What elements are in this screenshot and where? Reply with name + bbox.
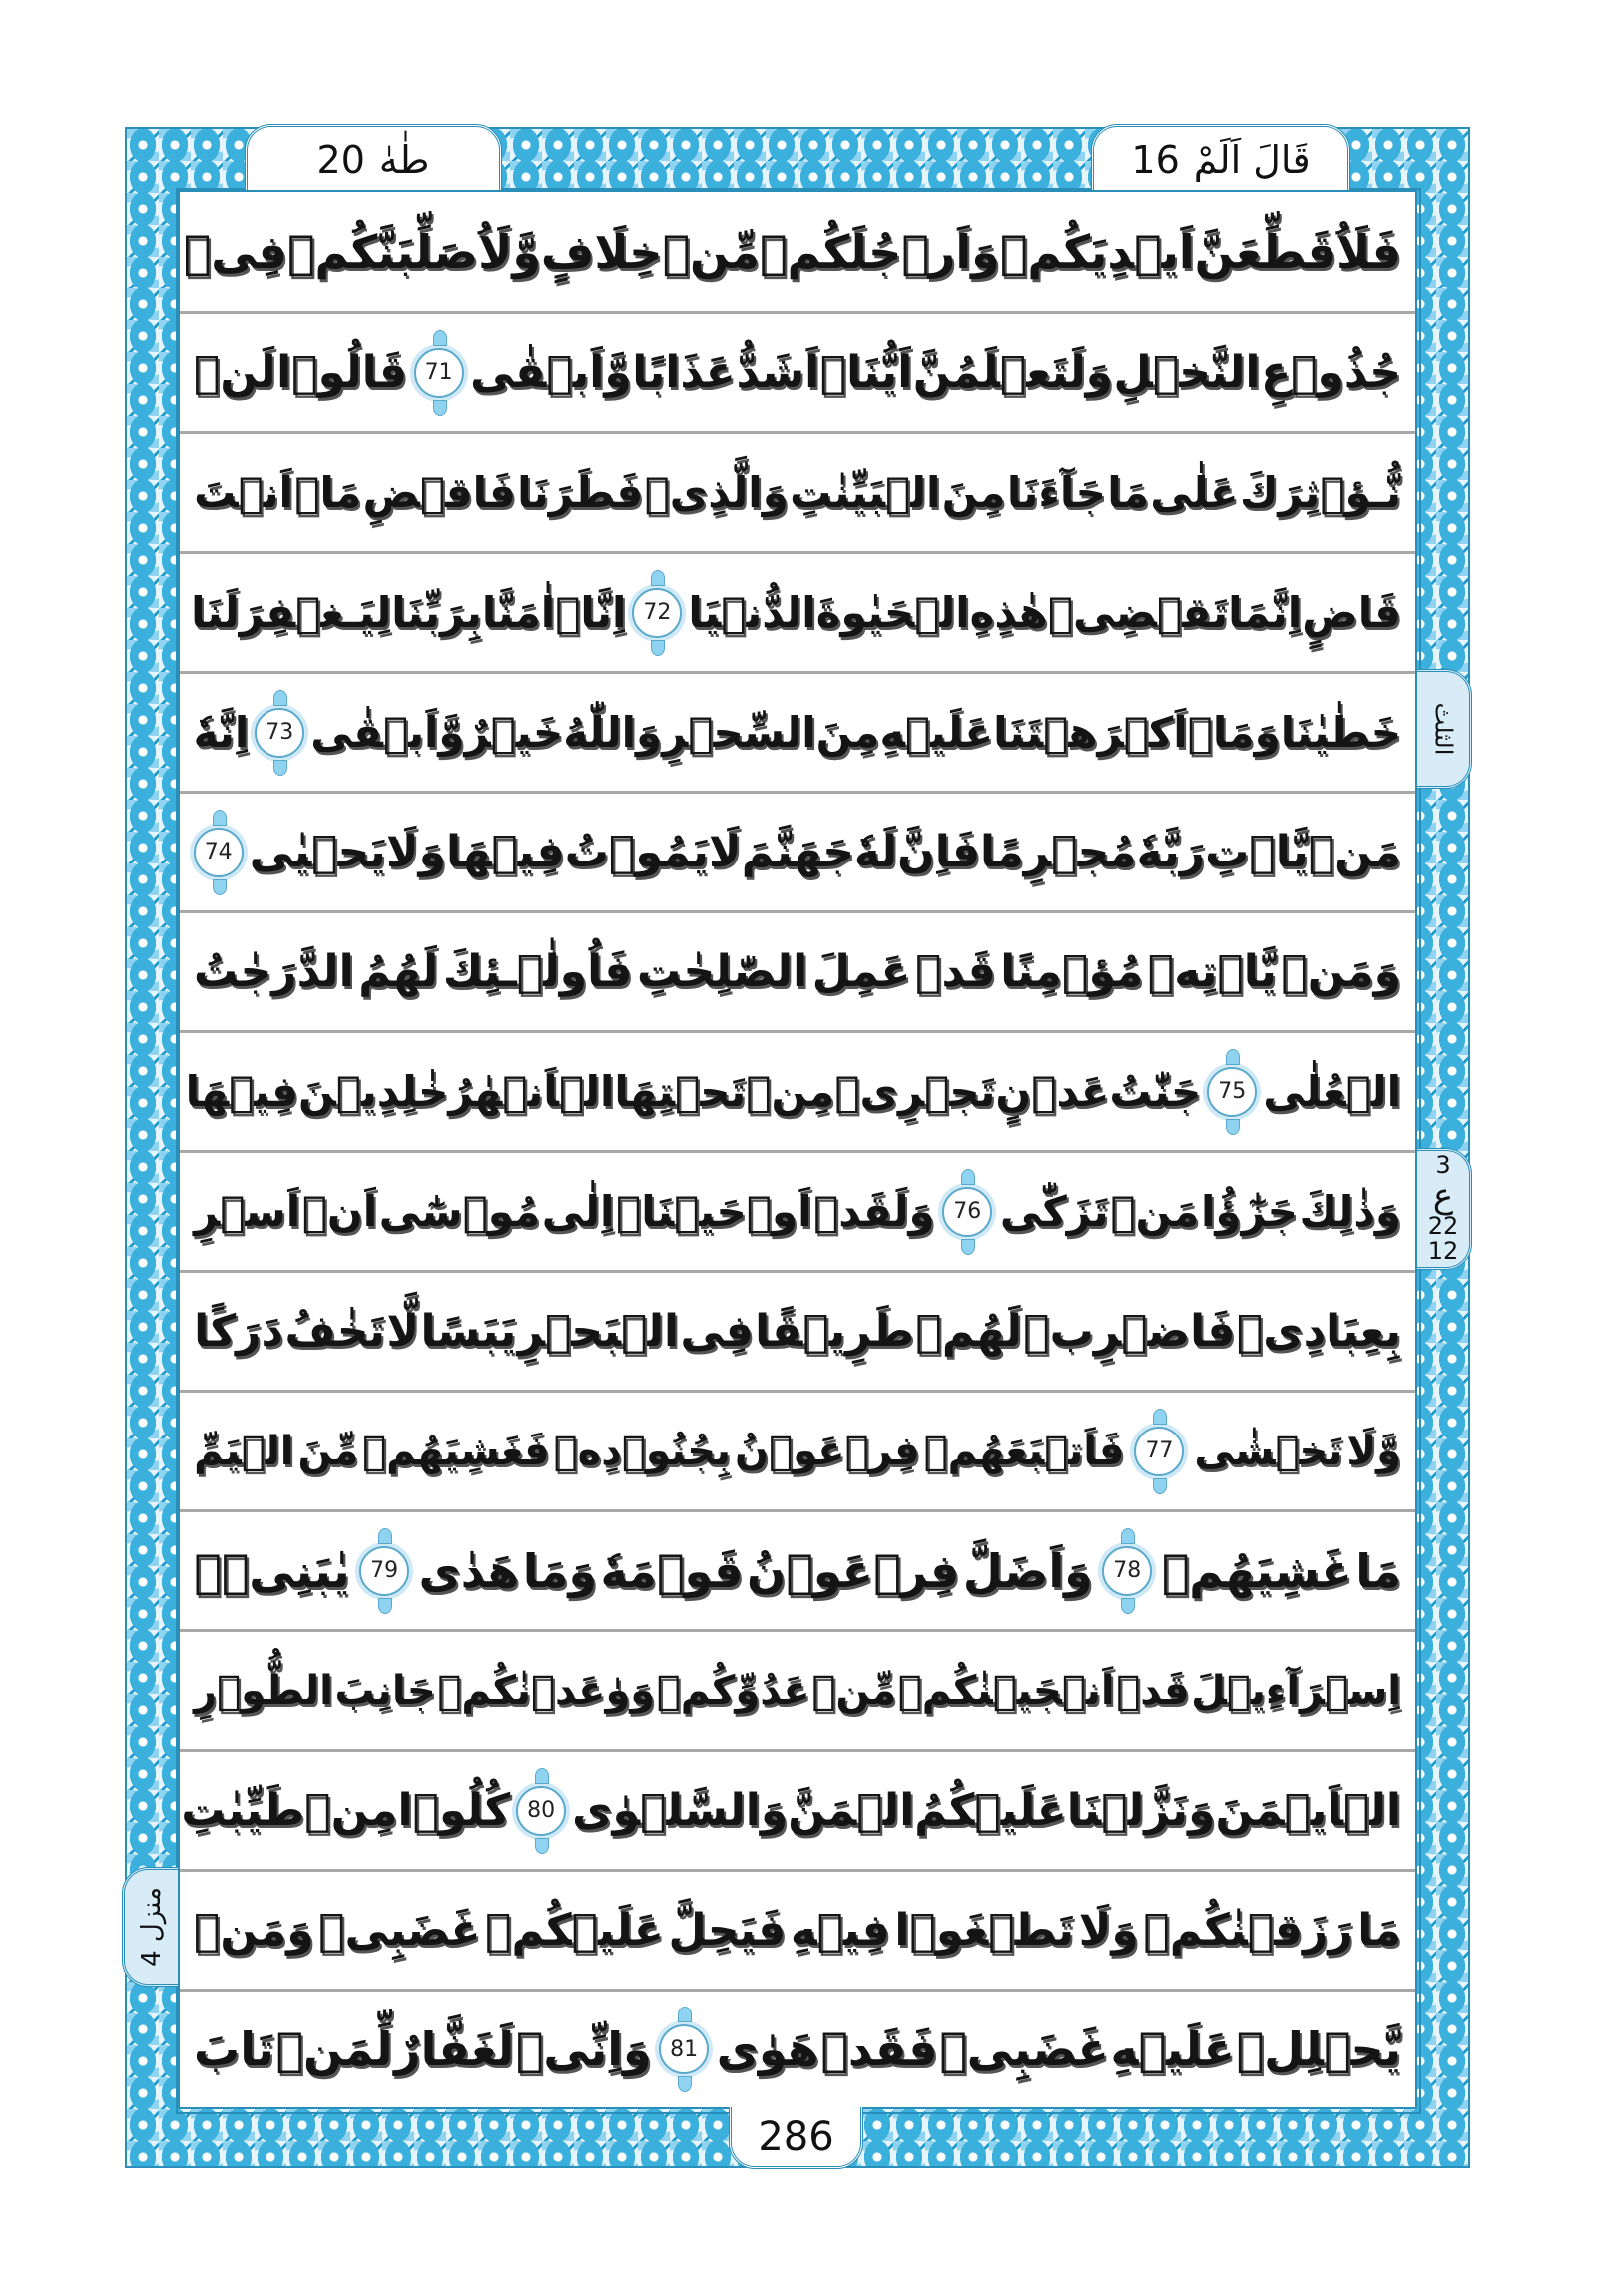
page-number: 286 <box>758 2113 834 2160</box>
verse-word: اَيُّنَاۤ <box>819 346 913 398</box>
verse-word: وَالسَّلۡوٰى <box>572 1784 789 1836</box>
ayah-number-marker: 74 <box>194 828 244 877</box>
verse-word: غَضَبِىۡ <box>318 1904 481 1956</box>
verse-word: الدُّنۡيَا <box>688 587 816 637</box>
verse-word: عَلَيۡهِ <box>879 707 994 757</box>
verse-word: عَلٰى <box>1150 467 1239 517</box>
verse-word: نُّـؤۡثِرَكَ <box>1239 467 1401 517</box>
verse-word: فَاَتۡبَعَهُمۡ <box>923 1428 1125 1474</box>
verse-word: فِىۡ <box>183 225 287 279</box>
verse-word: الۡاَيۡمَنَ <box>1215 1784 1401 1836</box>
verse-word: اَنۡتَ <box>194 467 293 517</box>
verse-word: مِنۡ <box>304 1784 398 1836</box>
manzil-number: 4 <box>136 1950 167 1967</box>
verse-word: اِسۡرَآءِيۡلَ <box>1191 1667 1401 1714</box>
verse-word: مِنَ <box>941 467 1006 517</box>
text-line <box>180 910 1415 1030</box>
verse-word: وَلَتَعۡلَمُنَّ <box>912 346 1113 398</box>
verse-word: خَطٰيٰنَا <box>1280 707 1401 757</box>
verse-word: فِى <box>680 1305 754 1357</box>
verse-word: تَجۡرِىۡ <box>834 1066 996 1116</box>
verse-word: جُذُوۡعِ <box>1261 346 1401 398</box>
verse-word: الۡعُلٰى <box>1263 1066 1401 1116</box>
verse-word: فَطَرَنَا <box>517 467 644 517</box>
verse-word: فِرۡعَوۡنُ <box>746 1543 960 1598</box>
text-line <box>180 551 1415 671</box>
verse-word: وَّلَاُصَلِّبَنَّكُمۡ <box>286 225 541 279</box>
verse-word: رَبَّهٗ <box>1136 826 1206 877</box>
verse-word: فِيۡهِ <box>790 1904 890 1956</box>
verse-word: تَقۡضِىۡ <box>1047 587 1229 637</box>
verse-word: وَّلَا <box>1346 1428 1401 1474</box>
verse-word: الۡاَنۡهٰرُ <box>448 1066 615 1116</box>
verse-word: خِلَافٍ <box>540 225 663 279</box>
verse-word: قَالُوۡا <box>276 346 408 398</box>
verse-word: قَدۡ <box>1116 1667 1190 1714</box>
verse-word: رَزَقۡنٰكُمۡ <box>1143 1904 1353 1956</box>
verse-word: مُوۡسٰٓى <box>378 1186 541 1236</box>
verse-word: جَهَنَّمَ <box>741 826 854 877</box>
verse-word: اِنَّاۤ <box>555 587 627 637</box>
ayah-number-marker: 79 <box>359 1546 409 1596</box>
verse-word: مُؤۡمِنًا <box>1000 945 1144 997</box>
verse-word: تَابَ <box>194 2022 274 2076</box>
verse-word: وَنَزَّلۡنَا <box>1066 1784 1216 1836</box>
verse-word: فِيۡهَا <box>185 1066 298 1116</box>
verse-word: اَيۡدِيَكُمۡ <box>999 225 1195 279</box>
verse-word: خَيۡرٌ <box>464 707 564 757</box>
text-line <box>180 1150 1415 1270</box>
verse-word: مِنۡ <box>746 1066 835 1116</box>
verse-word: عَدُوِّكُمۡ <box>656 1667 810 1714</box>
ruku-bottom-number: 12 <box>1427 1237 1459 1266</box>
verse-word: مَنۡ <box>1110 1186 1200 1236</box>
verse-word: فَاُولٰۤـئِكَ <box>442 945 633 997</box>
verse-word: الۡمَنَّ <box>788 1784 915 1836</box>
verse-word: وَلَقَدۡ <box>813 1186 935 1236</box>
verse-word: بِرَبِّنَا <box>391 587 482 637</box>
verse-word: وَّاَبۡقٰى <box>470 346 632 398</box>
text-line <box>180 311 1415 431</box>
verse-word: فَاِنَّ <box>897 826 981 877</box>
ayah-number-marker: 75 <box>1207 1067 1257 1117</box>
verse-word: وَاَضَلَّ <box>962 1543 1093 1598</box>
text-line <box>180 1270 1415 1390</box>
verse-word: وَلَا <box>385 826 446 877</box>
verse-word: الۡيَمِّ <box>194 1428 294 1474</box>
verse-word: لِّمَنۡ <box>275 2022 393 2076</box>
surah-header-tab <box>245 124 502 192</box>
hizb-marker <box>1417 669 1472 789</box>
verse-word: اَنۡجَيۡنٰكُمۡ <box>897 1667 1115 1714</box>
text-line <box>180 1749 1415 1869</box>
verse-word: لَا <box>708 826 742 877</box>
verse-word: النَّخۡلِ <box>1113 346 1261 398</box>
text-line <box>180 671 1415 791</box>
verse-word: وَمَنۡ <box>1281 945 1401 997</box>
verse-word: وَاَرۡجُلَكُمۡ <box>759 225 1000 279</box>
verse-word: غَشِيَهُمۡ <box>1161 1543 1352 1598</box>
verse-word: فَيَحِلَّ <box>668 1904 787 1956</box>
verse-word: اِلٰى <box>541 1186 615 1236</box>
verse-word: فَاقۡضِ <box>362 467 516 517</box>
verse-word: وَمَا <box>522 1543 598 1598</box>
verse-word: مِنَ <box>815 707 880 757</box>
verse-word: جَنّٰتُ <box>1109 1066 1202 1116</box>
verse-word: طَيِّبٰتِ <box>181 1784 305 1836</box>
verse-word: جَزٰٓؤُا <box>1200 1186 1298 1236</box>
verse-word: عَلَيۡهِ <box>1110 2022 1235 2076</box>
verse-word: مَا <box>1355 1543 1401 1598</box>
verse-word: وَمَنۡ <box>194 1904 314 1956</box>
verse-word: الۡبَحۡرِ <box>517 1305 680 1357</box>
verse-word: غَضَبِىۡ <box>939 2022 1109 2076</box>
verse-word: خٰلِدِيۡنَ <box>297 1066 449 1116</box>
verse-word: وَوٰعَدۡنٰكُمۡ <box>437 1667 656 1714</box>
verse-word: تَخۡشٰى <box>1194 1428 1343 1474</box>
para-number: 16 <box>1131 137 1180 182</box>
verse-word: اٰمَنَّا <box>481 587 556 637</box>
verse-word: فِيۡهَا <box>445 826 565 877</box>
verse-word: وَذٰلِكَ <box>1299 1186 1401 1236</box>
verse-word: جَآءَنَا <box>1006 467 1106 517</box>
text-line <box>180 1629 1415 1749</box>
text-line <box>180 431 1415 551</box>
verse-word: لَهٗ <box>853 826 898 877</box>
verse-word: لَّا <box>386 1305 420 1357</box>
manzil-marker <box>122 1867 178 1987</box>
verse-word: فَقَدۡ <box>820 2022 938 2076</box>
verse-word: عَلَيۡكُمۡ <box>485 1904 664 1956</box>
manzil-label: منزل <box>136 1887 167 1943</box>
verse-word: فَاضۡرِبۡ <box>1023 1305 1236 1357</box>
verse-word: عَدۡنٍ <box>995 1066 1110 1116</box>
verse-word: يَحۡيٰى <box>249 826 386 877</box>
verse-word: كُلُوۡا <box>397 1784 511 1836</box>
para-header-tab <box>1091 124 1350 192</box>
ruku-symbol: ع <box>1432 1175 1454 1216</box>
page-number-tab <box>729 2107 863 2169</box>
verse-word: اِنَّهٗ <box>193 707 250 757</box>
ayah-number-marker: 72 <box>632 588 682 638</box>
surah-name: طٰهٰ <box>378 137 430 182</box>
para-name: قَالَ اَلَمْ <box>1193 137 1311 182</box>
verse-word: وَالَّذِىۡ <box>644 467 789 517</box>
verse-word: فِرۡعَوۡنُ <box>735 1428 920 1474</box>
verse-word: لَنۡ <box>194 346 276 398</box>
verse-word: مِّنَ <box>297 1428 359 1474</box>
text-line <box>180 1390 1415 1509</box>
quran-text-area <box>178 190 1417 2109</box>
verse-word: لَغَفَّارٌ <box>394 2022 515 2076</box>
verse-word: اَشَدُّ <box>736 346 820 398</box>
verse-word: بِعِبَادِىۡ <box>1236 1305 1401 1357</box>
ayah-number-marker: 81 <box>659 2024 709 2074</box>
verse-word: فَغَشِيَهُمۡ <box>362 1428 550 1474</box>
verse-word: لَهُمُ <box>358 945 439 997</box>
verse-word: اَوۡحَيۡنَاۤ <box>616 1186 812 1236</box>
ayah-number-marker: 76 <box>942 1187 992 1237</box>
ayah-number-marker: 77 <box>1134 1427 1184 1476</box>
text-line <box>180 1989 1415 2107</box>
manzil-text <box>137 1887 167 1967</box>
verse-word: عَذَابًا <box>632 346 736 398</box>
verse-word: تَزَكّٰى <box>999 1186 1109 1236</box>
verse-word: هَدٰى <box>418 1543 520 1598</box>
surah-number: 20 <box>316 137 365 182</box>
verse-word: تَحۡتِهَا <box>614 1066 747 1116</box>
verse-word: فَلَاُقَطِّعَنَّ <box>1194 225 1401 279</box>
verse-word: تَطۡغَوۡا <box>894 1904 1075 1956</box>
verse-word: اَنۡ <box>301 1186 378 1236</box>
verse-word: مَاۤ <box>294 467 362 517</box>
verse-word: تَخٰفُ <box>284 1305 386 1357</box>
verse-word: الدَّرَجٰتُ <box>194 945 354 997</box>
verse-word: مَا <box>1107 467 1149 517</box>
verse-word: وَاللّٰهُ <box>563 707 663 757</box>
verse-word: لِيَـغۡفِرَ <box>239 587 392 637</box>
verse-word: مَا <box>1357 1904 1401 1956</box>
ayah-number-marker: 78 <box>1102 1546 1152 1596</box>
verse-word: الۡبَيِّنٰتِ <box>790 467 941 517</box>
verse-word: وَّاَبۡقٰى <box>310 707 465 757</box>
ayah-number-marker: 73 <box>255 708 304 758</box>
verse-word: الطُّوۡرِ <box>194 1667 333 1714</box>
verse-word: طَرِيۡقًا <box>755 1305 915 1357</box>
verse-word: بِجُنُوۡدِهٖ <box>553 1428 732 1474</box>
verse-word: عَلَيۡكُمُ <box>914 1784 1067 1836</box>
verse-word: هٰذِهِ <box>969 587 1048 637</box>
verse-word: الۡحَيٰوةَ <box>815 587 970 637</box>
verse-word: مُجۡرِمًا <box>980 826 1137 877</box>
verse-word: جَانِبَ <box>334 1667 436 1714</box>
ruku-marker <box>1417 1148 1472 1270</box>
verse-word: قَوۡمَهٗ <box>600 1543 744 1598</box>
ayah-number-marker: 71 <box>414 348 464 398</box>
verse-word: يَمُوۡتُ <box>564 826 709 877</box>
verse-word: يٰبَنِىۡۤ <box>194 1543 350 1598</box>
verse-word: يَّحۡلِلۡ <box>1236 2022 1401 2076</box>
ayah-number-marker: 80 <box>516 1786 566 1836</box>
verse-word: قَاضٍ <box>1302 587 1401 637</box>
verse-word: دَرَكًا <box>194 1305 284 1357</box>
ruku-middle-number: 22 <box>1427 1212 1459 1241</box>
verse-word: وَمَاۤ <box>1187 707 1281 757</box>
text-line <box>180 1030 1415 1150</box>
verse-word: لَنَا <box>191 587 240 637</box>
verse-word: وَاِنِّىۡ <box>515 2022 652 2076</box>
verse-word: مِّنۡ <box>811 1667 897 1714</box>
verse-word: هَوٰى <box>716 2022 819 2076</box>
verse-word: قَدۡ <box>915 945 996 997</box>
verse-word: مِّنۡ <box>662 225 760 279</box>
verse-word: لَهُمۡ <box>915 1305 1022 1357</box>
verse-word: اَكۡرَهۡتَنَا <box>993 707 1188 757</box>
verse-word: مَنۡ <box>1308 826 1401 877</box>
verse-word: عَمِلَ <box>811 945 911 997</box>
verse-word: وَلَا <box>1078 1904 1139 1956</box>
verse-word: الصّٰلِحٰتِ <box>636 945 808 997</box>
verse-word: السِّحۡرِ <box>662 707 816 757</box>
ruku-top-number: 3 <box>1435 1151 1451 1180</box>
verse-word: يَّاۡتِهٖ <box>1147 945 1277 997</box>
text-line <box>180 1869 1415 1989</box>
hizb-label: الثلث <box>1429 702 1458 756</box>
verse-word: اَسۡرِ <box>194 1186 301 1236</box>
text-line <box>180 791 1415 910</box>
verse-word: يَبَسًا <box>420 1305 517 1357</box>
text-line <box>180 192 1415 311</box>
text-line <box>180 1509 1415 1629</box>
verse-word: يَّاۡتِ <box>1205 826 1309 877</box>
verse-word: اِنَّمَا <box>1228 587 1303 637</box>
